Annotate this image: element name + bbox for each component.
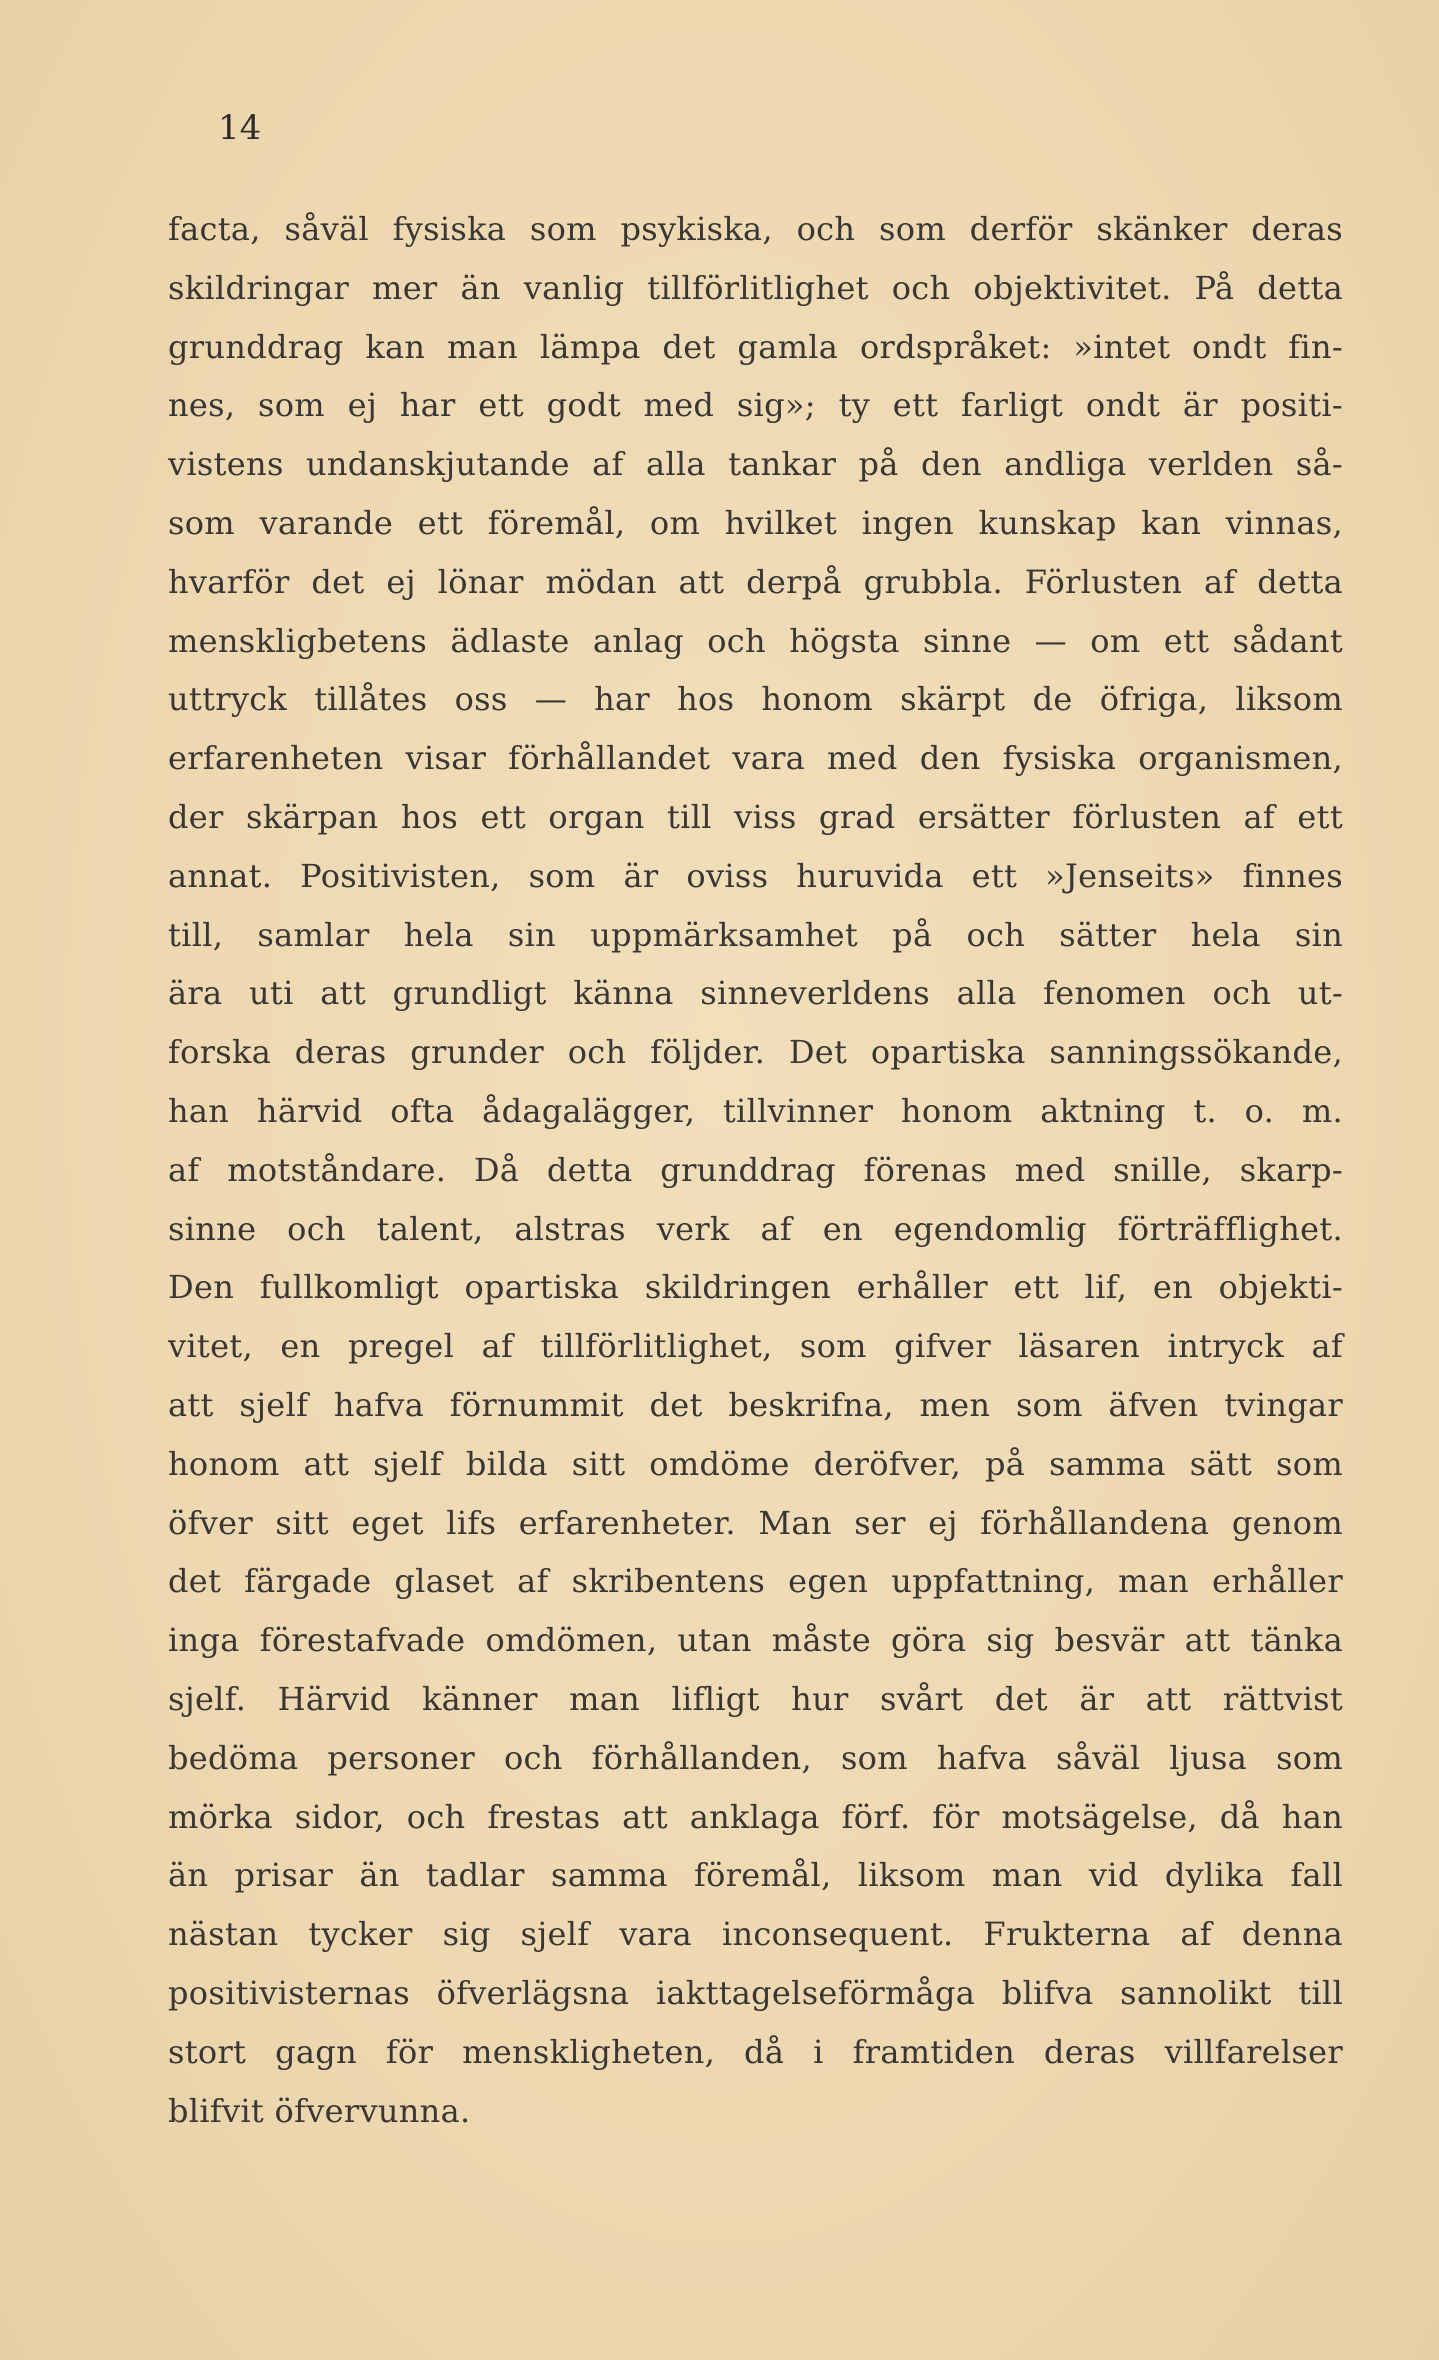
text-line: af motståndare. Då detta grunddrag förenas med snille, skarp- [168,1150,1343,1189]
text-line: skildringar mer än vanlig tillförlitlighet och objektivitet. På detta [168,268,1343,307]
text-line: positivisternas öfverlägsna iakttagelseförmåga blifva sannolikt till [168,1973,1343,2012]
text-line: mörka sidor, och frestas att anklaga förf. för motsägelse, då han [168,1797,1343,1836]
text-line: forska deras grunder och följder. Det opartiska sanningssökande, [168,1033,1343,1072]
text-line: hvarför det ej lönar mödan att derpå grubbla. Förlusten af detta [168,562,1343,601]
text-line: vitet, en pregel af tillförlitlighet, som gifver läsaren intryck af [168,1327,1343,1366]
text-line: det färgade glaset af skribentens egen uppfattning, man erhåller [168,1562,1343,1601]
text-line: som varande ett föremål, om hvilket ingen kunskap kan vinnas, [168,503,1343,542]
text-line: att sjelf hafva förnummit det beskrifna, men som äfven tvingar [168,1385,1343,1424]
text-line: vistens undanskjutande af alla tankar på den andliga verlden så- [168,445,1343,484]
text-line: ära uti att grundligt känna sinneverldens alla fenomen och ut- [168,974,1343,1013]
text-line: öfver sitt eget lifs erfarenheter. Man ser ej förhållandena genom [168,1503,1343,1542]
text-line: erfarenheten visar förhållandet vara med den fysiska organismen, [168,739,1343,778]
text-line: Den fullkomligt opartiska skildringen erhåller ett lif, en objekti- [168,1268,1343,1307]
text-line: der skärpan hos ett organ till viss grad ersätter förlusten af ett [168,797,1343,836]
text-line: stort gagn för menskligheten, då i framtiden deras villfarelser [168,2032,1343,2071]
text-line: än prisar än tadlar samma föremål, liksom man vid dylika fall [168,1856,1343,1895]
text-line: sjelf. Härvid känner man lifligt hur svårt det är att rättvist [168,1679,1343,1718]
text-line: menskligbetens ädlaste anlag och högsta sinne — om ett sådant [168,621,1343,660]
text-line: nästan tycker sig sjelf vara inconsequent. Frukterna af denna [168,1915,1343,1954]
text-line: till, samlar hela sin uppmärksamhet på och sätter hela sin [168,915,1343,954]
text-line: annat. Positivisten, som är oviss huruvida ett »Jenseits» finnes [168,856,1343,895]
text-line: han härvid ofta ådagalägger, tillvinner honom aktning t. o. m. [168,1091,1343,1130]
text-line: nes, som ej har ett godt med sig»; ty ett farligt ondt är positi- [168,386,1343,425]
page-number: 14 [218,108,262,148]
text-line: inga förestafvade omdömen, utan måste göra sig besvär att tänka [168,1621,1343,1660]
text-line: grunddrag kan man lämpa det gamla ordspråket: »intet ondt fin- [168,327,1343,366]
text-line: sinne och talent, alstras verk af en egendomlig förträfflighet. [168,1209,1343,1248]
text-line: blifvit öfvervunna. [168,2091,471,2130]
text-line: facta, såväl fysiska som psykiska, och som derför skänker deras [168,210,1343,248]
text-line: uttryck tillåtes oss — har hos honom skärpt de öfriga, liksom [168,680,1343,719]
body-text [168,200,1343,2140]
text-line: bedöma personer och förhållanden, som hafva såväl ljusa som [168,1738,1343,1777]
text-line: honom att sjelf bilda sitt omdöme deröfver, på samma sätt som [168,1444,1343,1483]
